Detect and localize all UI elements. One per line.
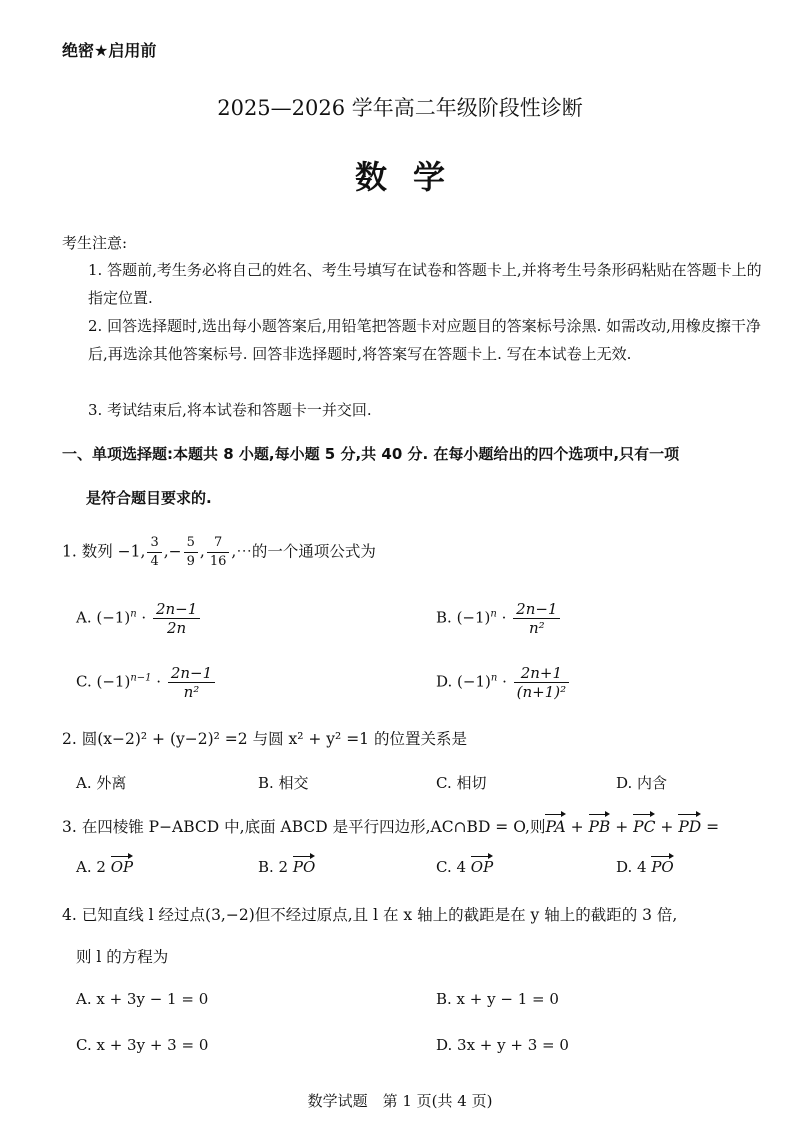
question-3-option-b[interactable]: B. 2 PO <box>258 858 316 876</box>
question-2-option-a[interactable]: A. 外离 <box>76 774 127 792</box>
question-3-stem: 3. 在四棱锥 P−ABCD 中,底面 ABCD 是平行四边形,AC∩BD = O,则PA + PB + PC + PD = <box>62 818 720 836</box>
question-1-term-1: −1, <box>117 542 146 561</box>
section-heading-line1: 一、单项选择题:本题共 8 小题,每小题 5 分,共 40 分. 在每小题给出的四个选项中,只有一项 <box>62 445 680 463</box>
question-1-tail: ,⋯的一个通项公式为 <box>231 542 376 561</box>
question-4-option-a[interactable]: A. x + 3y − 1 = 0 <box>76 990 209 1008</box>
question-3-option-c[interactable]: C. 4 OP <box>436 858 494 876</box>
question-2-stem: 2. 圆(x−2)² + (y−2)² =2 与圆 x² + y² =1 的位置关系是 <box>62 730 467 748</box>
question-1-fraction-1: $\frac{3}{4}$ <box>147 534 161 571</box>
question-3-option-d[interactable]: D. 4 PO <box>616 858 674 876</box>
exam-title: 2025—2026 学年高二年级阶段性诊断 <box>217 96 583 120</box>
question-1-option-c[interactable]: C. $(-1)^{n-1}$ · $\frac{2n-1}{\text{n²}}$ <box>76 664 217 701</box>
question-1-stem: 1. 数列 −1, $\frac{3}{4}$ ,− $\frac{5}{9}$ , $\frac{7}{16}$ ,⋯的一个通项公式为 <box>62 535 376 569</box>
question-4-option-d[interactable]: D. 3x + y + 3 = 0 <box>436 1036 569 1054</box>
section-heading-line2: 是符合题目要求的. <box>86 489 212 507</box>
question-1-fraction-2: $\frac{5}{9}$ <box>184 534 198 571</box>
question-4-option-b[interactable]: B. x + y − 1 = 0 <box>436 990 559 1008</box>
vector-pa: PA <box>545 818 566 836</box>
vector-pc: PC <box>633 818 656 836</box>
question-1-number: 1. 数列 <box>62 542 113 561</box>
question-1-option-a[interactable]: A. $(-1)^n$ · $\frac{2n-1}{2n}$ <box>76 600 202 637</box>
question-1-option-b[interactable]: B. $(-1)^n$ · $\frac{2n-1}{\text{n²}}$ <box>436 600 562 637</box>
page-footer: 数学试题 第 1 页(共 4 页) <box>307 1092 493 1110</box>
notice-item-3: 3. 考试结束后,将本试卷和答题卡一并交回. <box>88 401 372 419</box>
section-heading <box>62 432 762 520</box>
question-2-option-c[interactable]: C. 相切 <box>436 774 487 792</box>
notice-label: 考生注意: <box>62 234 128 252</box>
question-4-stem-line2: 则 l 的方程为 <box>76 948 169 966</box>
question-4-option-c[interactable]: C. x + 3y + 3 = 0 <box>76 1036 209 1054</box>
question-2-option-d[interactable]: D. 内含 <box>616 774 668 792</box>
vector-pd: PD <box>678 818 702 836</box>
question-2-option-b[interactable]: B. 相交 <box>258 774 309 792</box>
notice-item-2: 2. 回答选择题时,选出每小题答案后,用铅笔把答题卡对应题目的答案标号涂黑. 如需改动,用橡皮擦干净后,再选涂其他答案标号. 回答非选择题时,将答案写在答题卡上. 写在本试卷上无效. <box>88 317 761 363</box>
confidential-mark: 绝密★启用前 <box>62 41 157 60</box>
question-1-fraction-3: $\frac{7}{16}$ <box>207 534 230 571</box>
question-4-stem-line1: 4. 已知直线 l 经过点(3,−2)但不经过原点,且 l 在 x 轴上的截距是在 y 轴上的截距的 3 倍, <box>62 906 678 924</box>
question-3-option-a[interactable]: A. 2 OP <box>76 858 134 876</box>
vector-pb: PB <box>588 818 611 836</box>
question-1-option-d[interactable]: D. $(-1)^n$ · $\frac{2n+1}{\text{(n+1)²}}$ <box>436 664 571 701</box>
subject-title: 数学 <box>354 158 471 196</box>
notice-item-1: 1. 答题前,考生务必将自己的姓名、考生号填写在试卷和答题卡上,并将考生号条形码粘贴在答题卡上的指定位置. <box>88 261 762 307</box>
